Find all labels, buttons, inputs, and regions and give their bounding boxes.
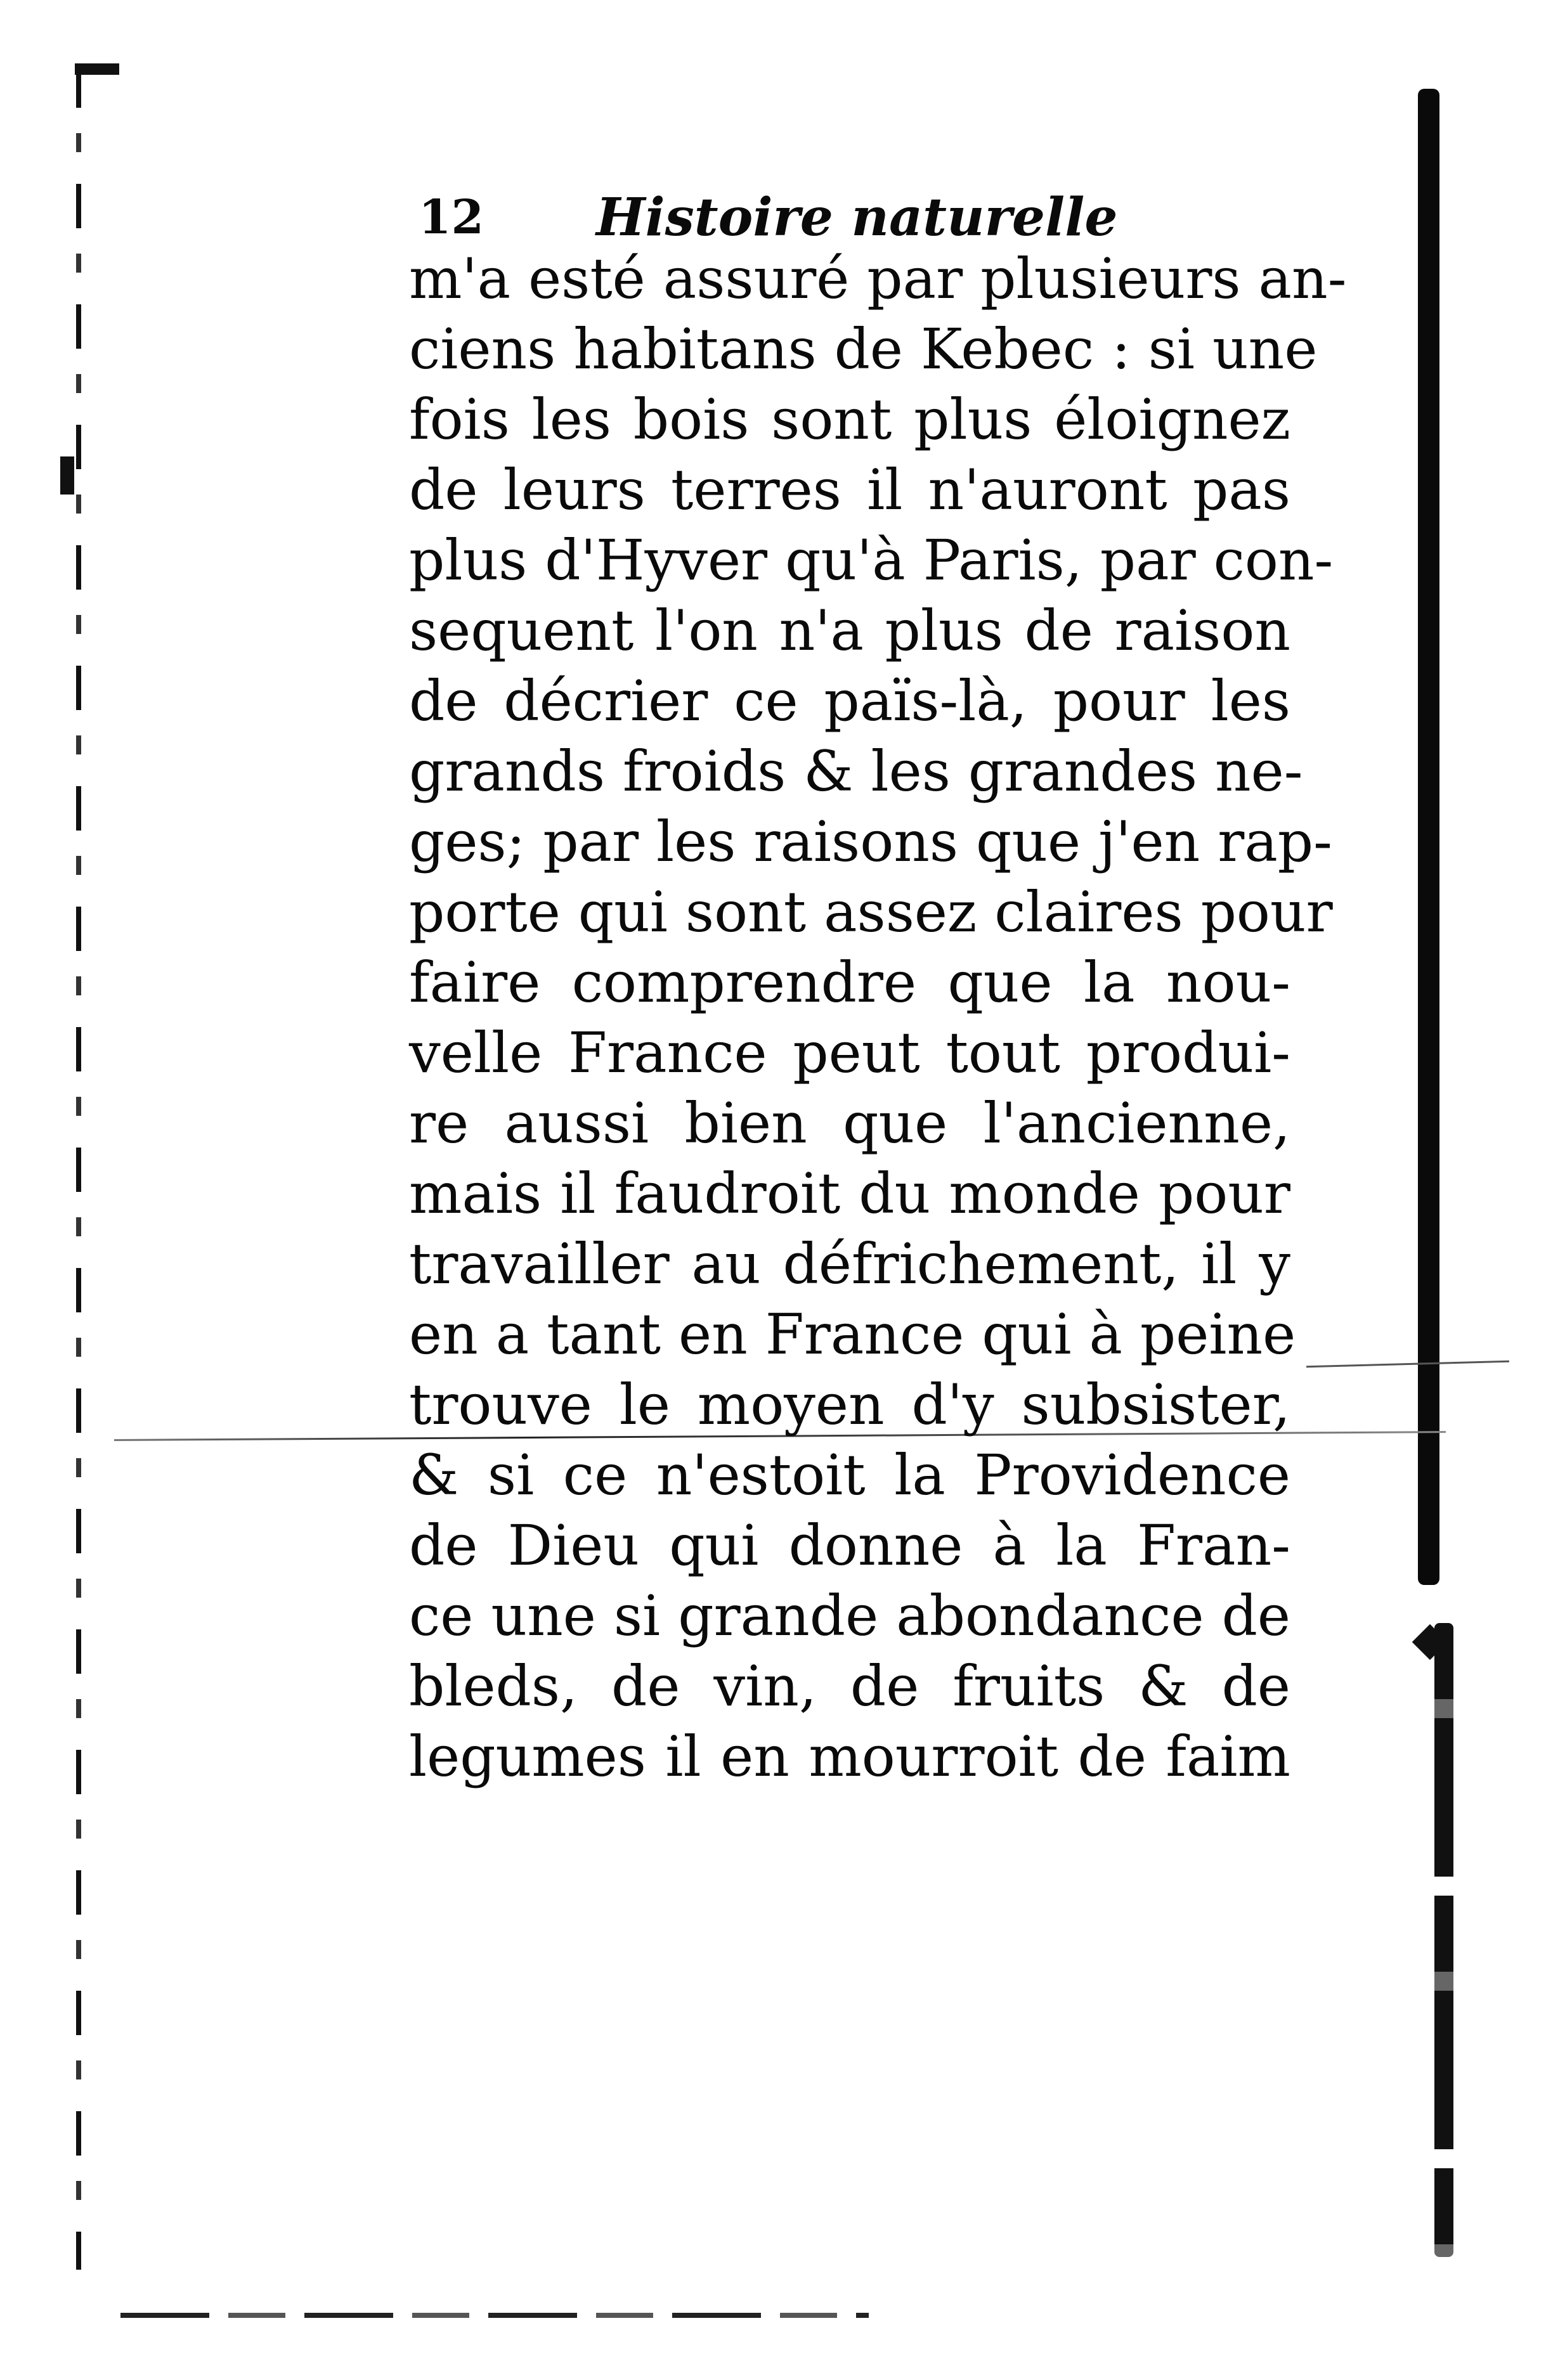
text-line: de Dieu qui donne à la Fran- [409,1513,1290,1578]
binding-edge-shadow [76,63,81,2270]
text-line: plus d'Hyver qu'à Paris, par con- [409,527,1334,593]
text-line: grands froids & les grandes ne- [409,739,1303,804]
text-line: de décrier ce païs-là, pour les [409,668,1290,734]
text-line: legumes il en mourroit de faim [409,1724,1290,1789]
text-line: & si ce n'estoit la Providence [409,1442,1290,1508]
text-line: fois les bois sont plus éloignez [409,387,1290,452]
text-line: trouve le moyen d'y subsister, [409,1372,1290,1437]
body-text [409,243,1347,1792]
text-line: porte qui sont assez claires pour [409,879,1333,945]
right-page-edge-shadow [1418,89,1439,1585]
text-line: en a tant en France qui à peine [409,1302,1296,1367]
text-line: mais il faudroit du monde pour [409,1161,1290,1226]
text-line: ges; par les raisons que j'en rap- [409,809,1332,874]
text-line: faire comprendre que la nou- [409,950,1290,1015]
page-number: 12 [419,190,484,245]
right-page-edge-lower-shadow [1434,1623,1453,2257]
text-line: de leurs terres il n'auront pas [409,457,1290,522]
binding-edge-mark [60,456,74,495]
text-line: ce une si grande abondance de [409,1583,1290,1648]
text-line: travailler au défrichement, il y [409,1231,1290,1297]
text-line: ciens habitans de Kebec : si une [409,316,1318,382]
page-header [419,183,1306,252]
scan-crease-line-right [1306,1361,1509,1368]
text-line: velle France peut tout produi- [409,1020,1290,1085]
text-line: m'a esté assuré par plusieurs an- [409,246,1347,311]
bottom-page-edge-shadow [120,2313,869,2318]
binding-edge-top-mark [75,63,119,75]
text-line: sequent l'on n'a plus de raison [409,598,1290,663]
running-title: Histoire naturelle [596,187,1118,248]
text-line: re aussi bien que l'ancienne, [409,1090,1290,1156]
text-line: bleds, de vin, de fruits & de [409,1653,1290,1719]
